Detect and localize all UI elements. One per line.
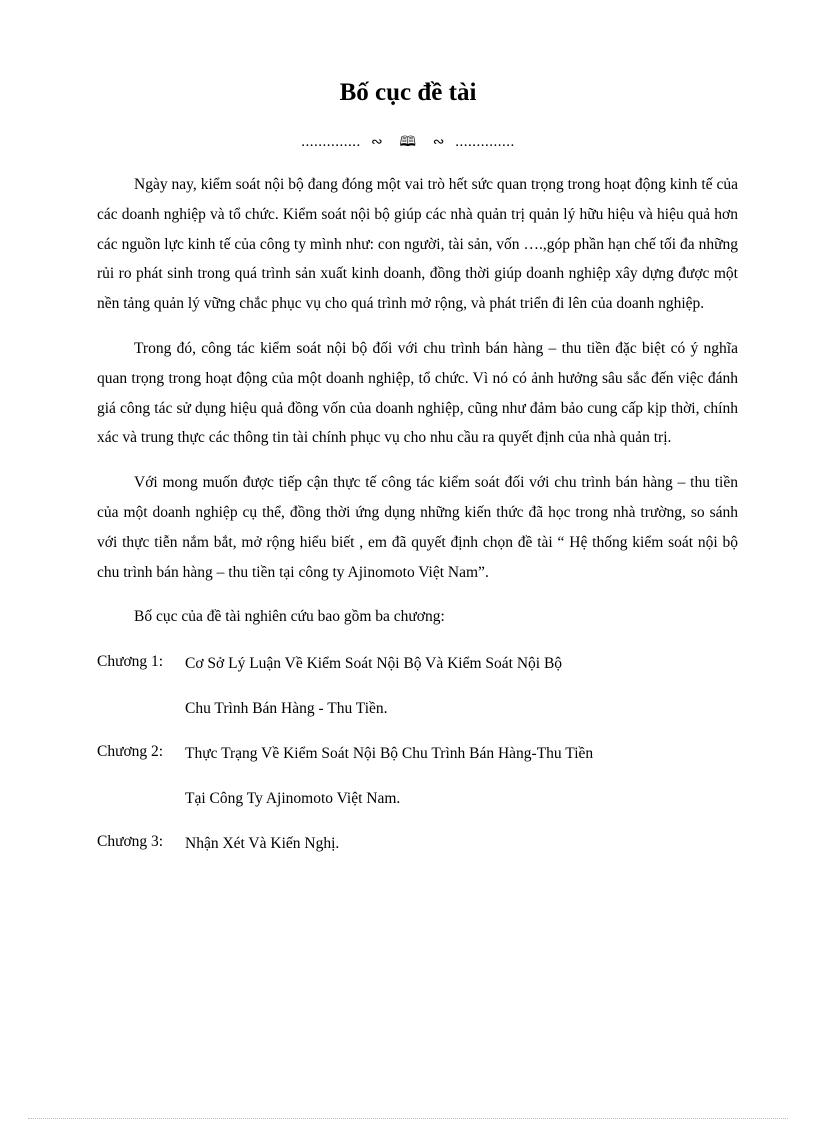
chapter-2-title-line-2: Tại Công Ty Ajinomoto Việt Nam.	[185, 790, 401, 808]
page-bottom-divider	[28, 1118, 788, 1119]
ornament-dots-right: ..............	[455, 134, 515, 150]
chapter-1	[97, 647, 738, 725]
title-ornament	[0, 132, 816, 152]
paragraph-motivation: Với mong muốn được tiếp cận thực tế công tác kiểm soát đối với chu trình bán hàng – thu tiền của một doanh nghiệp cụ thể, đồng thời ứng dụng những kiến thức đã học trong nhà trường, so sánh với thực tiễn nắm bắt, mở rộng hiểu biết , em đã quyết định chọn đề tài “ Hệ thống kiểm soát nội bộ chu trình bán hàng – thu tiền tại công ty Ajinomoto Việt Nam”.	[97, 474, 738, 581]
chapter-3-label: Chương 3:	[97, 833, 164, 851]
paragraph-introduction: Ngày nay, kiểm soát nội bộ đang đóng một vai trò hết sức quan trọng trong hoạt động kinh tế của các doanh nghiệp và tổ chức. Kiểm soát nội bộ giúp các nhà quản trị quản lý hữu hiệu và hiệu quả hơn các nguồn lực kinh tế của công ty mình như: con người, tài sản, vốn ….,góp phần hạn chế tối đa những rủi ro phát sinh trong quá trình sản xuất kinh doanh, đồng thời giúp doanh nghiệp xây dựng được một nền tảng quản lý vững chắc phục vụ cho quá trình mở rộng, và phát triển đi lên của doanh nghiệp.	[97, 176, 738, 313]
chapter-2-title-line-1: Thực Trạng Về Kiểm Soát Nội Bộ Chu Trình Bán Hàng-Thu Tiền	[185, 745, 594, 763]
body-text	[97, 170, 738, 860]
open-book-icon: 🕮	[399, 134, 417, 150]
chapter-1-label: Chương 1:	[97, 653, 164, 671]
chapter-3	[97, 827, 738, 860]
chapter-1-title-line-2: Chu Trình Bán Hàng - Thu Tiền.	[185, 700, 388, 718]
page-title: Bố cục đề tài	[339, 79, 477, 106]
chapter-3-title-line-1: Nhận Xét Và Kiến Nghị.	[185, 835, 340, 853]
swirl-left-icon: ∾	[371, 134, 384, 150]
paragraph-importance: Trong đó, công tác kiểm soát nội bộ đối với chu trình bán hàng – thu tiền đặc biệt có ý nghĩa quan trọng trong hoạt động của một doanh nghiệp, tổ chức. Vì nó có ảnh hưởng sâu sắc đến việc đánh giá công tác sử dụng hiệu quả đồng vốn của doanh nghiệp, cũng như đảm bảo cung cấp kịp thời, chính xác và trung thực các thông tin tài chính phục vụ cho nhu cầu ra quyết định của nhà quản trị.	[97, 339, 738, 447]
chapter-2	[97, 737, 738, 815]
ornament-dots-left: ..............	[301, 134, 361, 150]
chapter-1-title-line-1: Cơ Sở Lý Luận Về Kiểm Soát Nội Bộ Và Kiểm Soát Nội Bộ	[185, 655, 563, 673]
chapter-2-label: Chương 2:	[97, 743, 164, 761]
swirl-right-icon: ∾	[432, 134, 445, 150]
structure-intro: Bố cục của đề tài nghiên cứu bao gồm ba chương:	[134, 608, 445, 626]
